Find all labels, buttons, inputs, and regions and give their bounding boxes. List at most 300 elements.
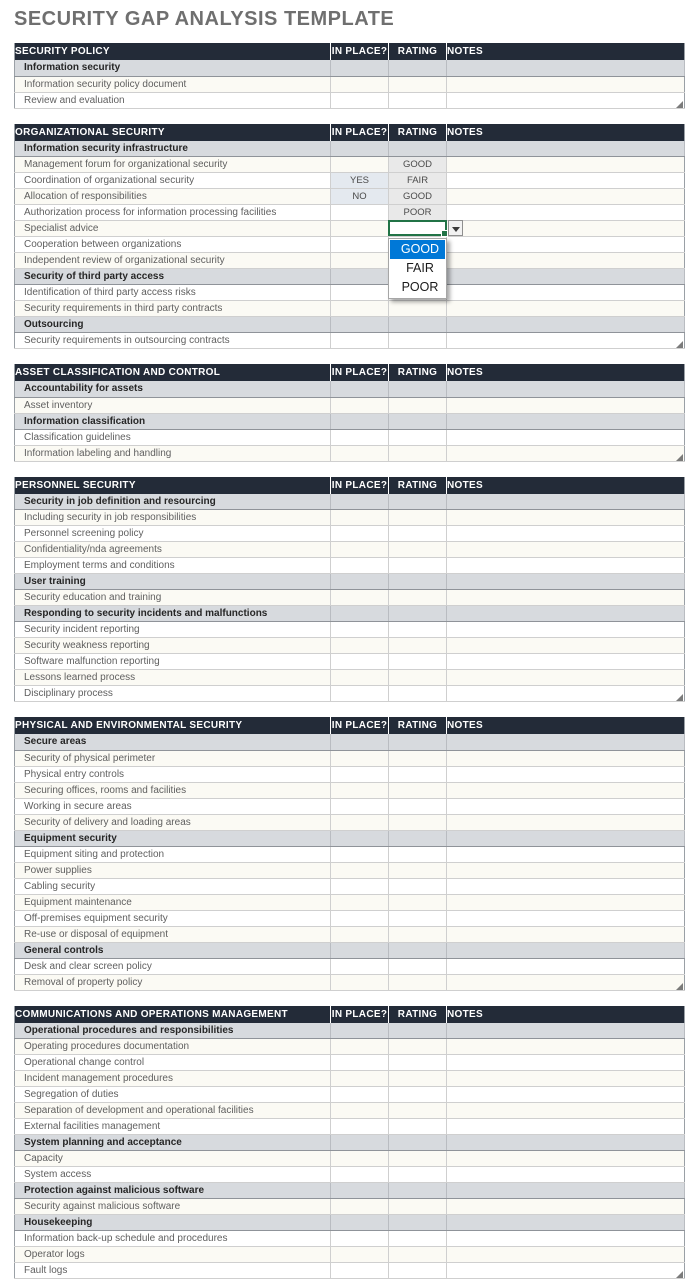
row-label[interactable]: Equipment maintenance xyxy=(15,894,331,910)
notes-cell[interactable] xyxy=(447,1247,685,1263)
notes-cell[interactable] xyxy=(447,1167,685,1183)
notes-cell[interactable] xyxy=(447,766,685,782)
row-label[interactable]: Security weakness reporting xyxy=(15,638,331,654)
notes-cell[interactable] xyxy=(447,670,685,686)
notes-cell[interactable] xyxy=(447,221,685,237)
rating-cell[interactable] xyxy=(389,670,447,686)
rating-cell[interactable] xyxy=(389,862,447,878)
subheader-label[interactable]: Information classification xyxy=(15,413,331,429)
row-label[interactable]: Removal of property policy xyxy=(15,974,331,990)
inplace-cell[interactable] xyxy=(331,221,389,237)
rating-cell[interactable] xyxy=(389,910,447,926)
inplace-cell[interactable] xyxy=(331,830,389,846)
rating-cell[interactable] xyxy=(389,76,447,92)
row-label[interactable]: Independent review of organizational security xyxy=(15,253,331,269)
inplace-cell[interactable] xyxy=(331,510,389,526)
rating-cell[interactable] xyxy=(389,141,447,157)
rating-cell[interactable] xyxy=(389,958,447,974)
row-label[interactable]: Equipment siting and protection xyxy=(15,846,331,862)
rating-cell[interactable] xyxy=(389,846,447,862)
inplace-cell[interactable] xyxy=(331,974,389,990)
inplace-cell[interactable] xyxy=(331,622,389,638)
section-table xyxy=(14,717,685,991)
row-label[interactable]: Operator logs xyxy=(15,1247,331,1263)
row-label[interactable]: Securing offices, rooms and facilities xyxy=(15,782,331,798)
dropdown-item[interactable]: POOR xyxy=(390,278,445,297)
rating-cell[interactable] xyxy=(389,381,447,397)
notes-cell[interactable] xyxy=(447,429,685,445)
inplace-cell[interactable] xyxy=(331,734,389,750)
subheader-row xyxy=(15,1215,685,1231)
subheader-label[interactable]: Protection against malicious software xyxy=(15,1183,331,1199)
inplace-cell[interactable] xyxy=(331,92,389,108)
rating-cell[interactable] xyxy=(389,686,447,702)
rating-cell[interactable] xyxy=(389,510,447,526)
notes-cell[interactable] xyxy=(447,173,685,189)
notes-cell[interactable] xyxy=(447,974,685,990)
table-row xyxy=(15,654,685,670)
notes-cell[interactable] xyxy=(447,1087,685,1103)
inplace-cell[interactable] xyxy=(331,638,389,654)
inplace-cell[interactable] xyxy=(331,862,389,878)
notes-cell[interactable] xyxy=(447,1183,685,1199)
row-label[interactable]: Coordination of organizational security xyxy=(15,173,331,189)
inplace-cell[interactable] xyxy=(331,1215,389,1231)
notes-cell[interactable] xyxy=(447,894,685,910)
notes-cell[interactable] xyxy=(447,750,685,766)
rating-cell[interactable] xyxy=(389,878,447,894)
inplace-cell[interactable] xyxy=(331,205,389,221)
rating-cell[interactable] xyxy=(389,638,447,654)
inplace-cell[interactable] xyxy=(331,1023,389,1039)
inplace-cell[interactable] xyxy=(331,141,389,157)
rating-cell[interactable] xyxy=(389,830,447,846)
subheader-label[interactable]: Accountability for assets xyxy=(15,381,331,397)
section-table xyxy=(14,364,685,462)
row-label[interactable]: Security incident reporting xyxy=(15,622,331,638)
inplace-cell[interactable] xyxy=(331,670,389,686)
notes-cell[interactable] xyxy=(447,798,685,814)
rating-cell[interactable] xyxy=(389,1055,447,1071)
table-row xyxy=(15,1087,685,1103)
inplace-cell[interactable] xyxy=(331,766,389,782)
row-label[interactable]: Disciplinary process xyxy=(15,686,331,702)
subheader-label[interactable]: Operational procedures and responsibilities xyxy=(15,1023,331,1039)
table-resize-handle-icon[interactable] xyxy=(676,341,683,348)
row-label[interactable]: Cabling security xyxy=(15,878,331,894)
inplace-cell[interactable] xyxy=(331,397,389,413)
notes-cell[interactable] xyxy=(447,590,685,606)
inplace-cell[interactable] xyxy=(331,333,389,349)
row-label[interactable]: Operating procedures documentation xyxy=(15,1039,331,1055)
inplace-cell[interactable] xyxy=(331,558,389,574)
notes-cell[interactable] xyxy=(447,205,685,221)
row-label[interactable]: Desk and clear screen policy xyxy=(15,958,331,974)
subheader-label[interactable]: Outsourcing xyxy=(15,317,331,333)
inplace-cell[interactable] xyxy=(331,1071,389,1087)
rating-cell[interactable] xyxy=(389,1263,447,1279)
notes-cell[interactable] xyxy=(447,1103,685,1119)
notes-cell[interactable] xyxy=(447,1151,685,1167)
rating-cell[interactable] xyxy=(389,926,447,942)
inplace-cell[interactable] xyxy=(331,1103,389,1119)
rating-cell[interactable] xyxy=(389,317,447,333)
inplace-cell[interactable] xyxy=(331,494,389,510)
row-label[interactable]: Information security policy document xyxy=(15,76,331,92)
notes-cell[interactable] xyxy=(447,606,685,622)
subheader-label[interactable]: User training xyxy=(15,574,331,590)
inplace-cell[interactable] xyxy=(331,445,389,461)
rating-cell[interactable] xyxy=(389,1103,447,1119)
table-row xyxy=(15,958,685,974)
row-label[interactable]: Security requirements in outsourcing contracts xyxy=(15,333,331,349)
row-label[interactable]: Operational change control xyxy=(15,1055,331,1071)
row-label[interactable]: External facilities management xyxy=(15,1119,331,1135)
notes-cell[interactable] xyxy=(447,1119,685,1135)
rating-cell[interactable] xyxy=(389,397,447,413)
fill-handle[interactable] xyxy=(441,230,448,237)
inplace-cell[interactable] xyxy=(331,782,389,798)
notes-cell[interactable] xyxy=(447,958,685,974)
subheader-row xyxy=(15,1183,685,1199)
row-label[interactable]: Incident management procedures xyxy=(15,1071,331,1087)
table-resize-handle-icon[interactable] xyxy=(676,101,683,108)
rating-cell[interactable] xyxy=(389,1215,447,1231)
inplace-cell[interactable] xyxy=(331,1247,389,1263)
inplace-cell[interactable] xyxy=(331,686,389,702)
subheader-label[interactable]: Responding to security incidents and malfunctions xyxy=(15,606,331,622)
inplace-cell[interactable] xyxy=(331,237,389,253)
inplace-cell[interactable] xyxy=(331,910,389,926)
rating-cell[interactable] xyxy=(389,558,447,574)
row-label[interactable]: Information back-up schedule and procedures xyxy=(15,1231,331,1247)
section-title: PHYSICAL AND ENVIRONMENTAL SECURITY xyxy=(15,717,331,734)
notes-cell[interactable] xyxy=(447,92,685,108)
row-label[interactable]: Personnel screening policy xyxy=(15,526,331,542)
notes-cell[interactable] xyxy=(447,814,685,830)
row-label[interactable]: Specialist advice xyxy=(15,221,331,237)
rating-cell[interactable] xyxy=(389,1119,447,1135)
row-label[interactable]: Off-premises equipment security xyxy=(15,910,331,926)
rating-cell[interactable] xyxy=(389,1039,447,1055)
inplace-cell[interactable] xyxy=(331,750,389,766)
notes-cell[interactable] xyxy=(447,413,685,429)
notes-cell[interactable] xyxy=(447,846,685,862)
col-rating-header: RATING xyxy=(389,364,447,381)
rating-cell[interactable] xyxy=(389,221,447,237)
inplace-cell[interactable] xyxy=(331,1199,389,1215)
notes-cell[interactable] xyxy=(447,189,685,205)
row-label[interactable]: Authorization process for information processing facilities xyxy=(15,205,331,221)
dropdown-item[interactable]: FAIR xyxy=(390,259,445,278)
inplace-cell[interactable] xyxy=(331,301,389,317)
notes-cell[interactable] xyxy=(447,734,685,750)
table-resize-handle-icon[interactable] xyxy=(676,1271,683,1278)
rating-cell[interactable]: GOOD xyxy=(389,157,447,173)
notes-cell[interactable] xyxy=(447,237,685,253)
row-label[interactable]: Management forum for organizational security xyxy=(15,157,331,173)
row-label[interactable]: Information labeling and handling xyxy=(15,445,331,461)
row-label[interactable]: Lessons learned process xyxy=(15,670,331,686)
rating-cell[interactable] xyxy=(389,942,447,958)
rating-cell[interactable] xyxy=(389,1023,447,1039)
inplace-cell[interactable] xyxy=(331,317,389,333)
inplace-cell[interactable] xyxy=(331,269,389,285)
inplace-cell[interactable] xyxy=(331,942,389,958)
inplace-cell[interactable] xyxy=(331,654,389,670)
dropdown-button[interactable] xyxy=(448,220,463,236)
subheader-label[interactable]: System planning and acceptance xyxy=(15,1135,331,1151)
notes-cell[interactable] xyxy=(447,862,685,878)
rating-cell[interactable] xyxy=(389,750,447,766)
rating-cell[interactable] xyxy=(389,734,447,750)
inplace-cell[interactable] xyxy=(331,590,389,606)
notes-cell[interactable] xyxy=(447,1199,685,1215)
notes-cell[interactable] xyxy=(447,926,685,942)
row-label[interactable]: Re-use or disposal of equipment xyxy=(15,926,331,942)
sections xyxy=(0,43,698,1279)
notes-cell[interactable] xyxy=(447,654,685,670)
rating-cell[interactable] xyxy=(389,92,447,108)
rating-cell[interactable]: GOOD xyxy=(389,189,447,205)
notes-cell[interactable] xyxy=(447,830,685,846)
subheader-row xyxy=(15,317,685,333)
subheader-label[interactable]: Security in job definition and resourcing xyxy=(15,494,331,510)
section-header-row xyxy=(15,717,685,734)
inplace-cell[interactable] xyxy=(331,1263,389,1279)
notes-cell[interactable] xyxy=(447,638,685,654)
row-label[interactable]: Cooperation between organizations xyxy=(15,237,331,253)
rating-cell[interactable] xyxy=(389,574,447,590)
table-row xyxy=(15,92,685,108)
notes-cell[interactable] xyxy=(447,445,685,461)
table-row xyxy=(15,76,685,92)
notes-cell[interactable] xyxy=(447,558,685,574)
inplace-cell[interactable] xyxy=(331,846,389,862)
rating-cell[interactable] xyxy=(389,974,447,990)
rating-cell[interactable] xyxy=(389,1087,447,1103)
rating-cell[interactable] xyxy=(389,542,447,558)
inplace-cell[interactable]: NO xyxy=(331,189,389,205)
rating-cell[interactable] xyxy=(389,494,447,510)
rating-cell[interactable] xyxy=(389,814,447,830)
inplace-cell[interactable] xyxy=(331,814,389,830)
inplace-cell[interactable]: YES xyxy=(331,173,389,189)
rating-cell[interactable] xyxy=(389,894,447,910)
inplace-cell[interactable] xyxy=(331,926,389,942)
row-label[interactable]: Power supplies xyxy=(15,862,331,878)
notes-cell[interactable] xyxy=(447,317,685,333)
notes-cell[interactable] xyxy=(447,526,685,542)
inplace-cell[interactable] xyxy=(331,413,389,429)
inplace-cell[interactable] xyxy=(331,1119,389,1135)
notes-cell[interactable] xyxy=(447,397,685,413)
subheader-label[interactable]: Equipment security xyxy=(15,830,331,846)
rating-cell[interactable] xyxy=(389,1231,447,1247)
notes-cell[interactable] xyxy=(447,285,685,301)
row-label[interactable]: Security of delivery and loading areas xyxy=(15,814,331,830)
notes-cell[interactable] xyxy=(447,1055,685,1071)
notes-cell[interactable] xyxy=(447,494,685,510)
rating-cell[interactable] xyxy=(389,413,447,429)
row-label[interactable]: Security against malicious software xyxy=(15,1199,331,1215)
rating-cell[interactable] xyxy=(389,1247,447,1263)
inplace-cell[interactable] xyxy=(331,574,389,590)
notes-cell[interactable] xyxy=(447,141,685,157)
rating-cell[interactable]: POOR xyxy=(389,205,447,221)
subheader-row xyxy=(15,734,685,750)
rating-cell[interactable] xyxy=(389,1151,447,1167)
inplace-cell[interactable] xyxy=(331,1231,389,1247)
inplace-cell[interactable] xyxy=(331,60,389,76)
row-label[interactable]: Allocation of responsibilities xyxy=(15,189,331,205)
section-title: SECURITY POLICY xyxy=(15,43,331,60)
subheader-label[interactable]: Information security xyxy=(15,60,331,76)
rating-cell[interactable] xyxy=(389,654,447,670)
rating-cell[interactable] xyxy=(389,301,447,317)
notes-cell[interactable] xyxy=(447,381,685,397)
inplace-cell[interactable] xyxy=(331,894,389,910)
notes-cell[interactable] xyxy=(447,622,685,638)
rating-cell[interactable] xyxy=(389,445,447,461)
row-label[interactable]: Physical entry controls xyxy=(15,766,331,782)
subheader-row xyxy=(15,574,685,590)
notes-cell[interactable] xyxy=(447,1231,685,1247)
col-rating-header: RATING xyxy=(389,43,447,60)
rating-cell[interactable] xyxy=(389,429,447,445)
notes-cell[interactable] xyxy=(447,782,685,798)
inplace-cell[interactable] xyxy=(331,381,389,397)
notes-cell[interactable] xyxy=(447,76,685,92)
notes-cell[interactable] xyxy=(447,542,685,558)
notes-cell[interactable] xyxy=(447,942,685,958)
table-resize-handle-icon[interactable] xyxy=(676,454,683,461)
rating-cell[interactable]: FAIR xyxy=(389,173,447,189)
rating-cell[interactable] xyxy=(389,622,447,638)
row-label[interactable]: Asset inventory xyxy=(15,397,331,413)
table-row xyxy=(15,1167,685,1183)
notes-cell[interactable] xyxy=(447,60,685,76)
row-label[interactable]: Security of physical perimeter xyxy=(15,750,331,766)
notes-cell[interactable] xyxy=(447,1135,685,1151)
subheader-label[interactable]: Information security infrastructure xyxy=(15,141,331,157)
row-label[interactable]: Classification guidelines xyxy=(15,429,331,445)
inplace-cell[interactable] xyxy=(331,285,389,301)
table-row xyxy=(15,910,685,926)
row-label[interactable]: Security education and training xyxy=(15,590,331,606)
table-resize-handle-icon[interactable] xyxy=(676,694,683,701)
rating-cell[interactable] xyxy=(389,766,447,782)
notes-cell[interactable] xyxy=(447,157,685,173)
row-label[interactable]: Software malfunction reporting xyxy=(15,654,331,670)
inplace-cell[interactable] xyxy=(331,1167,389,1183)
rating-cell[interactable] xyxy=(389,1199,447,1215)
active-cell[interactable] xyxy=(388,220,447,236)
row-label[interactable]: Fault logs xyxy=(15,1263,331,1279)
notes-cell[interactable] xyxy=(447,574,685,590)
rating-cell[interactable] xyxy=(389,526,447,542)
inplace-cell[interactable] xyxy=(331,157,389,173)
inplace-cell[interactable] xyxy=(331,76,389,92)
row-label[interactable]: Segregation of duties xyxy=(15,1087,331,1103)
table-row xyxy=(15,750,685,766)
subheader-label[interactable]: Secure areas xyxy=(15,734,331,750)
row-label[interactable]: Identification of third party access risks xyxy=(15,285,331,301)
section xyxy=(14,477,684,703)
table-resize-handle-icon[interactable] xyxy=(676,983,683,990)
rating-cell[interactable] xyxy=(389,1167,447,1183)
inplace-cell[interactable] xyxy=(331,526,389,542)
inplace-cell[interactable] xyxy=(331,1039,389,1055)
notes-cell[interactable] xyxy=(447,269,685,285)
table-row xyxy=(15,397,685,413)
row-label[interactable]: System access xyxy=(15,1167,331,1183)
row-label[interactable]: Employment terms and conditions xyxy=(15,558,331,574)
notes-cell[interactable] xyxy=(447,301,685,317)
notes-cell[interactable] xyxy=(447,510,685,526)
subheader-label[interactable]: Security of third party access xyxy=(15,269,331,285)
notes-cell[interactable] xyxy=(447,1071,685,1087)
inplace-cell[interactable] xyxy=(331,1135,389,1151)
row-label[interactable]: Review and evaluation xyxy=(15,92,331,108)
row-label[interactable]: Separation of development and operational facilities xyxy=(15,1103,331,1119)
inplace-cell[interactable] xyxy=(331,606,389,622)
inplace-cell[interactable] xyxy=(331,429,389,445)
notes-cell[interactable] xyxy=(447,1039,685,1055)
notes-cell[interactable] xyxy=(447,878,685,894)
col-rating-header: RATING xyxy=(389,124,447,141)
inplace-cell[interactable] xyxy=(331,542,389,558)
inplace-cell[interactable] xyxy=(331,1151,389,1167)
inplace-cell[interactable] xyxy=(331,1183,389,1199)
rating-cell[interactable] xyxy=(389,1183,447,1199)
dropdown-item[interactable]: GOOD xyxy=(390,240,445,259)
notes-cell[interactable] xyxy=(447,333,685,349)
rating-cell[interactable] xyxy=(389,798,447,814)
subheader-label[interactable]: General controls xyxy=(15,942,331,958)
rating-cell[interactable] xyxy=(389,606,447,622)
inplace-cell[interactable] xyxy=(331,253,389,269)
rating-cell[interactable] xyxy=(389,60,447,76)
notes-cell[interactable] xyxy=(447,910,685,926)
inplace-cell[interactable] xyxy=(331,1055,389,1071)
section xyxy=(14,717,684,991)
notes-cell[interactable] xyxy=(447,1215,685,1231)
notes-cell[interactable] xyxy=(447,253,685,269)
table-row xyxy=(15,1151,685,1167)
row-label[interactable]: Confidentiality/nda agreements xyxy=(15,542,331,558)
inplace-cell[interactable] xyxy=(331,798,389,814)
subheader-label[interactable]: Housekeeping xyxy=(15,1215,331,1231)
notes-cell[interactable] xyxy=(447,1263,685,1279)
inplace-cell[interactable] xyxy=(331,878,389,894)
inplace-cell[interactable] xyxy=(331,958,389,974)
rating-cell[interactable] xyxy=(389,590,447,606)
row-label[interactable]: Working in secure areas xyxy=(15,798,331,814)
row-label[interactable]: Security requirements in third party contracts xyxy=(15,301,331,317)
notes-cell[interactable] xyxy=(447,686,685,702)
rating-cell[interactable] xyxy=(389,333,447,349)
chevron-down-icon xyxy=(452,227,460,232)
notes-cell[interactable] xyxy=(447,1023,685,1039)
row-label[interactable]: Including security in job responsibilities xyxy=(15,510,331,526)
row-label[interactable]: Capacity xyxy=(15,1151,331,1167)
subheader-row xyxy=(15,413,685,429)
inplace-cell[interactable] xyxy=(331,1087,389,1103)
rating-cell[interactable] xyxy=(389,1135,447,1151)
rating-cell[interactable] xyxy=(389,1071,447,1087)
rating-cell[interactable] xyxy=(389,782,447,798)
